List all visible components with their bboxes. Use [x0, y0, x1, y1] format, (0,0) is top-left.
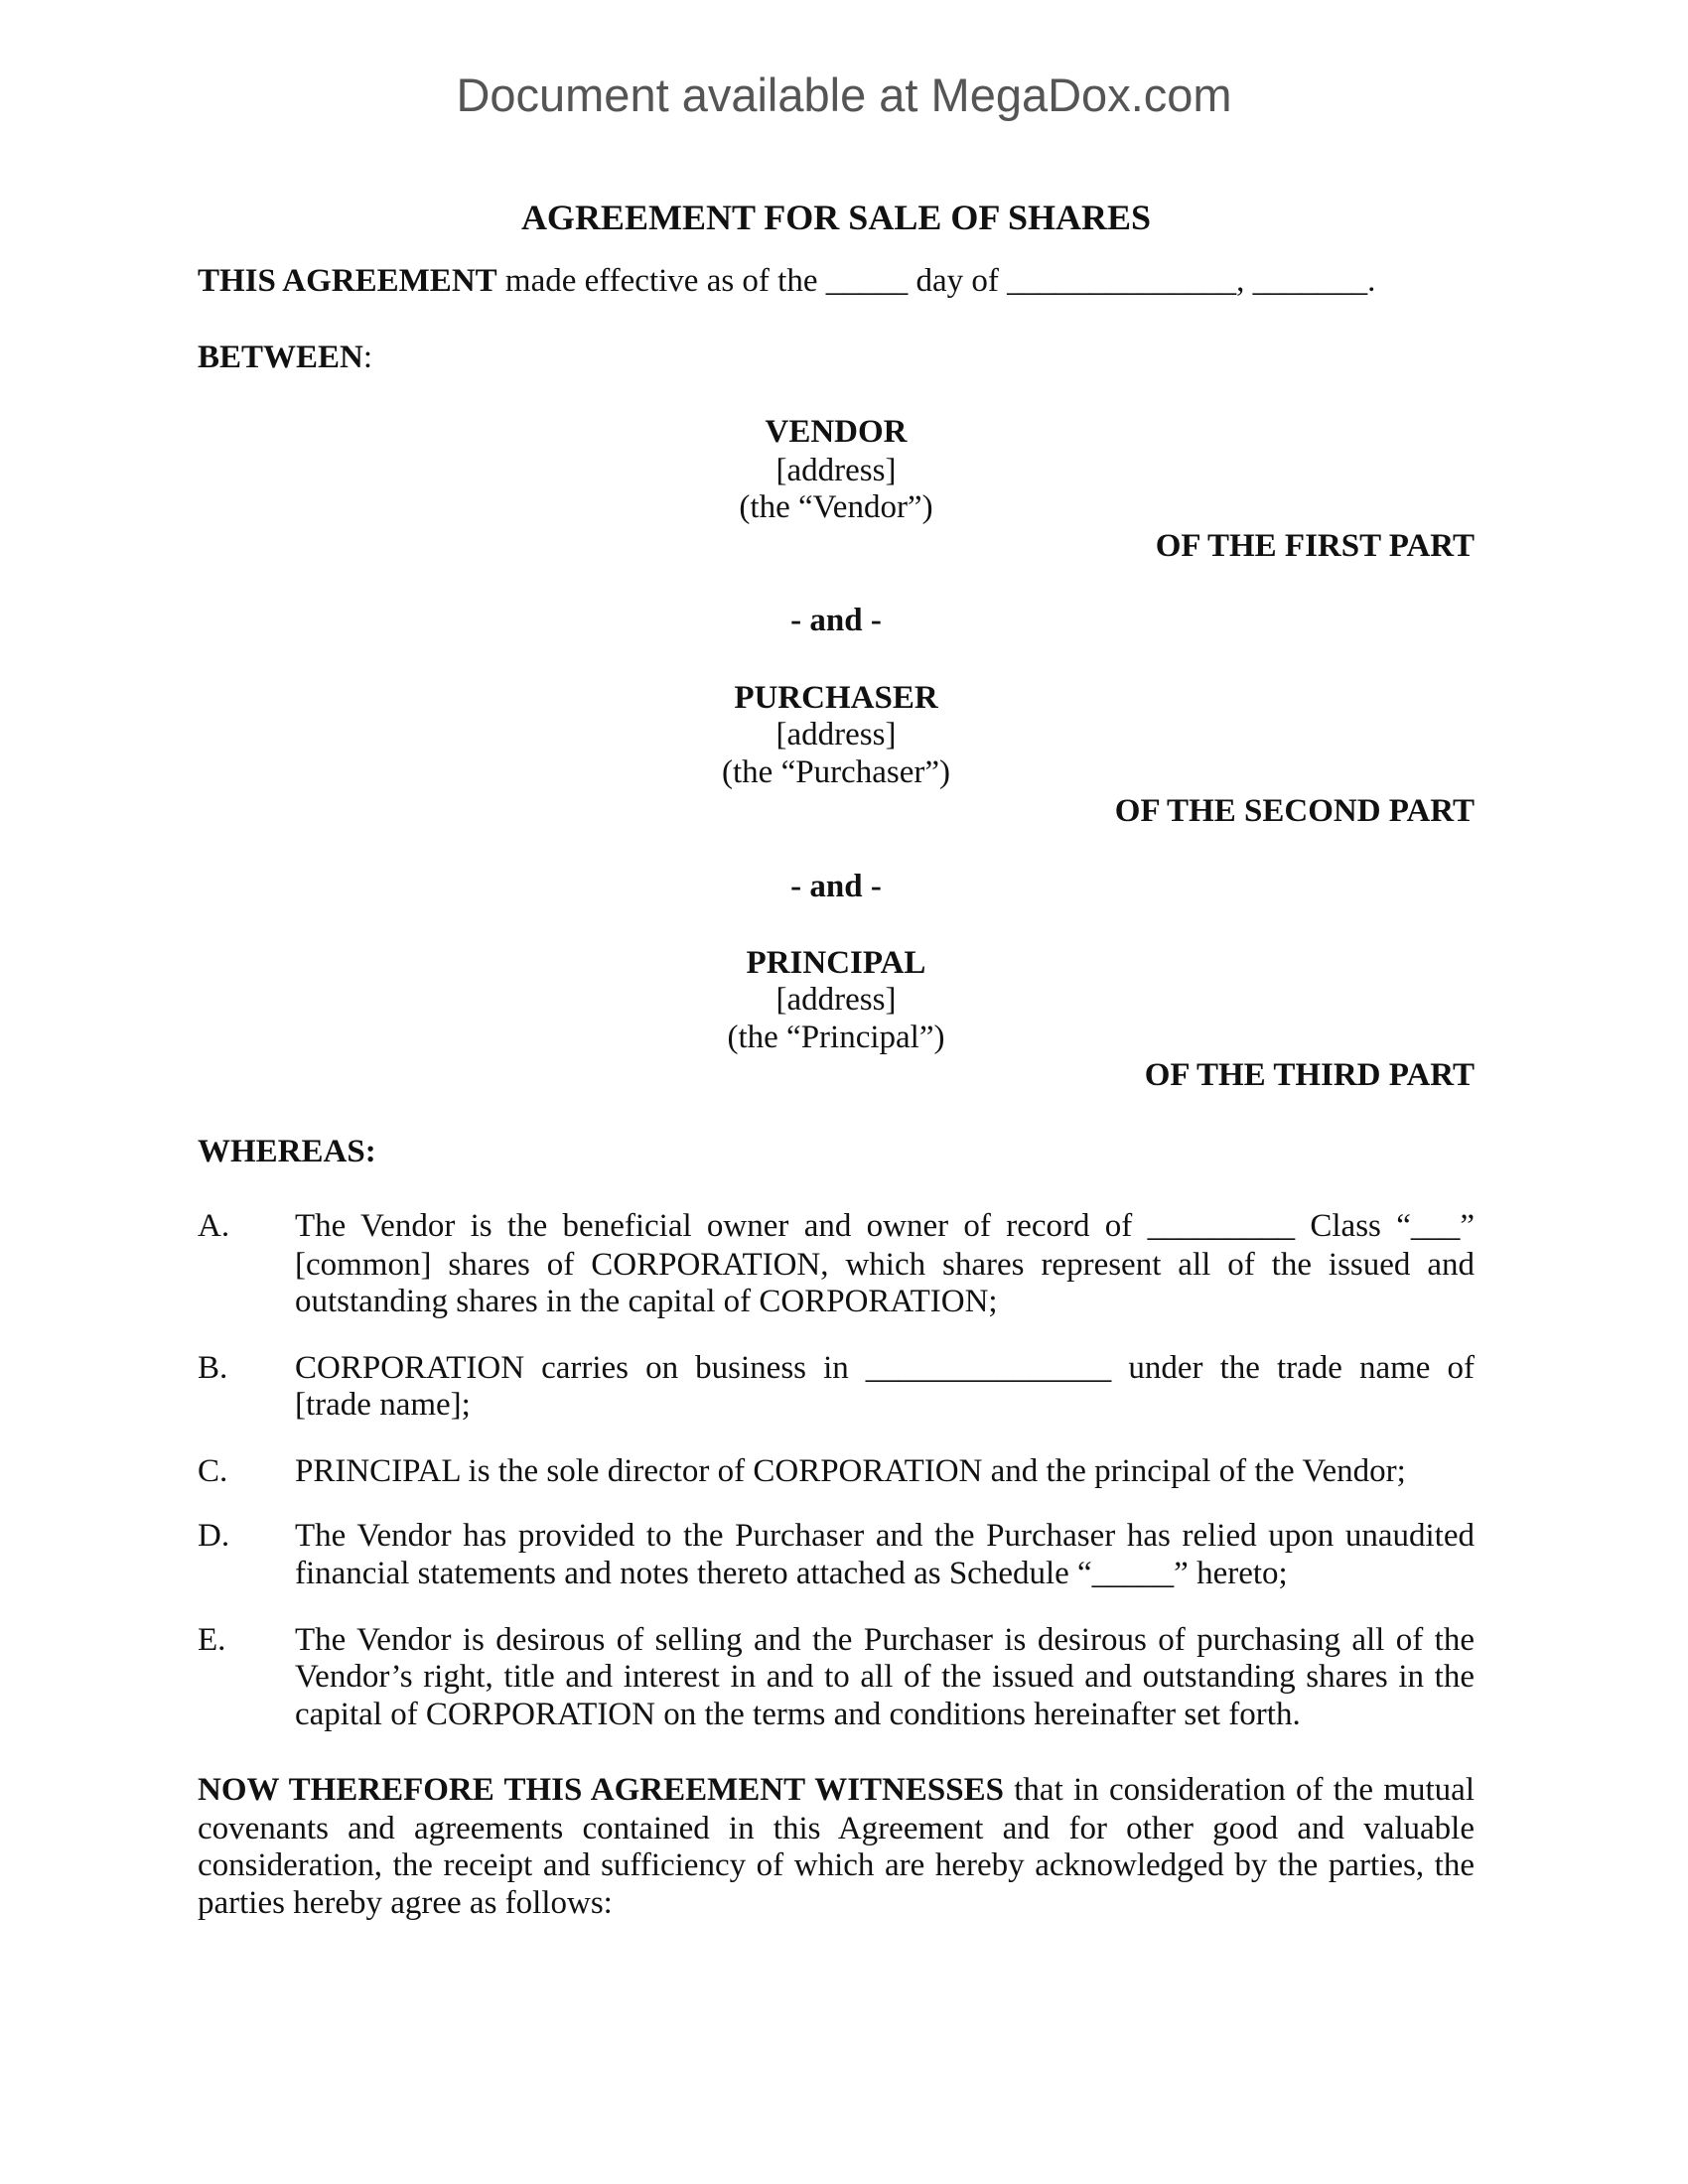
- and-label: - and -: [790, 603, 882, 638]
- party-defined-term: (the “Purchaser”): [722, 754, 950, 790]
- and-label: - and -: [790, 869, 882, 904]
- party-name: VENDOR: [765, 414, 908, 450]
- recital-line: Vendor’s right, title and interest in and to all of the issued and outstanding shares in the: [295, 1659, 1475, 1695]
- whereas-heading: [198, 1133, 376, 1170]
- recital-label: E.: [198, 1622, 226, 1658]
- intro-line: [198, 262, 1375, 300]
- witnesses-text: that in consideration of the mutual: [1003, 1772, 1475, 1808]
- party-defined-term: (the “Principal”): [727, 1020, 945, 1055]
- recital-line: The Vendor is the beneficial owner and owner of record of _________ Class “___”: [295, 1208, 1475, 1244]
- and-separator: [198, 602, 1475, 639]
- party-part: [198, 527, 1475, 565]
- between-colon: :: [362, 340, 373, 375]
- party-name-purchaser: [198, 679, 1475, 717]
- recital-label: C.: [198, 1453, 228, 1489]
- party-address: [address]: [775, 982, 897, 1018]
- witnesses-line: covenants and agreements contained in this Agreement and for other good and valuable: [198, 1811, 1475, 1846]
- between-label: BETWEEN: [198, 340, 363, 375]
- party-name: PRINCIPAL: [746, 945, 926, 981]
- recital-label: D.: [198, 1518, 230, 1554]
- party-part-label: OF THE FIRST PART: [1155, 528, 1475, 564]
- recital-line: The Vendor has provided to the Purchaser and the Purchaser has relied upon unaudited: [295, 1518, 1475, 1554]
- document-title: AGREEMENT FOR SALE OF SHARES: [520, 198, 1152, 237]
- witnesses-line: parties hereby agree as follows:: [198, 1885, 613, 1921]
- recital-label: B.: [198, 1350, 228, 1386]
- witnesses-bold: NOW THEREFORE THIS AGREEMENT WITNESSES: [198, 1772, 1004, 1808]
- party-name-vendor: [198, 413, 1475, 451]
- intro-text: made effective as of the _____ day of ______________, _______.: [496, 263, 1376, 299]
- intro-bold: THIS AGREEMENT: [198, 263, 497, 299]
- recital-line: capital of CORPORATION on the terms and conditions hereinafter set forth.: [295, 1697, 1301, 1732]
- party-part-label: OF THE THIRD PART: [1144, 1057, 1475, 1093]
- party-part: [198, 1056, 1475, 1094]
- recital-line: The Vendor is desirous of selling and the Purchaser is desirous of purchasing all of the: [295, 1622, 1475, 1658]
- watermark: Document available at MegaDox.com: [456, 68, 1232, 121]
- recital-line: financial statements and notes thereto attached as Schedule “_____” hereto;: [295, 1556, 1288, 1591]
- party-name: PURCHASER: [734, 680, 938, 716]
- recital-line: CORPORATION carries on business in _______________ under the trade name of: [295, 1350, 1475, 1386]
- witnesses-line: consideration, the receipt and sufficiency of which are hereby acknowledged by the parties, the: [198, 1847, 1475, 1883]
- recital-line: [common] shares of CORPORATION, which shares represent all of the issued and: [295, 1247, 1475, 1283]
- recital-line: [trade name];: [295, 1387, 471, 1423]
- party-part-label: OF THE SECOND PART: [1114, 793, 1475, 829]
- party-address: [address]: [775, 717, 897, 752]
- recital-line: outstanding shares in the capital of CORPORATION;: [295, 1284, 998, 1319]
- between-heading: [198, 339, 372, 376]
- party-part: [198, 792, 1475, 830]
- recital-line: PRINCIPAL is the sole director of CORPORATION and the principal of the Vendor;: [295, 1453, 1406, 1489]
- recital-label: A.: [198, 1208, 230, 1244]
- party-defined-term: (the “Vendor”): [739, 489, 933, 525]
- witnesses-line: [198, 1771, 1475, 1809]
- party-name-principal: [198, 944, 1475, 982]
- whereas-label: WHEREAS:: [198, 1134, 376, 1169]
- and-separator: [198, 868, 1475, 905]
- party-address: [address]: [775, 453, 897, 488]
